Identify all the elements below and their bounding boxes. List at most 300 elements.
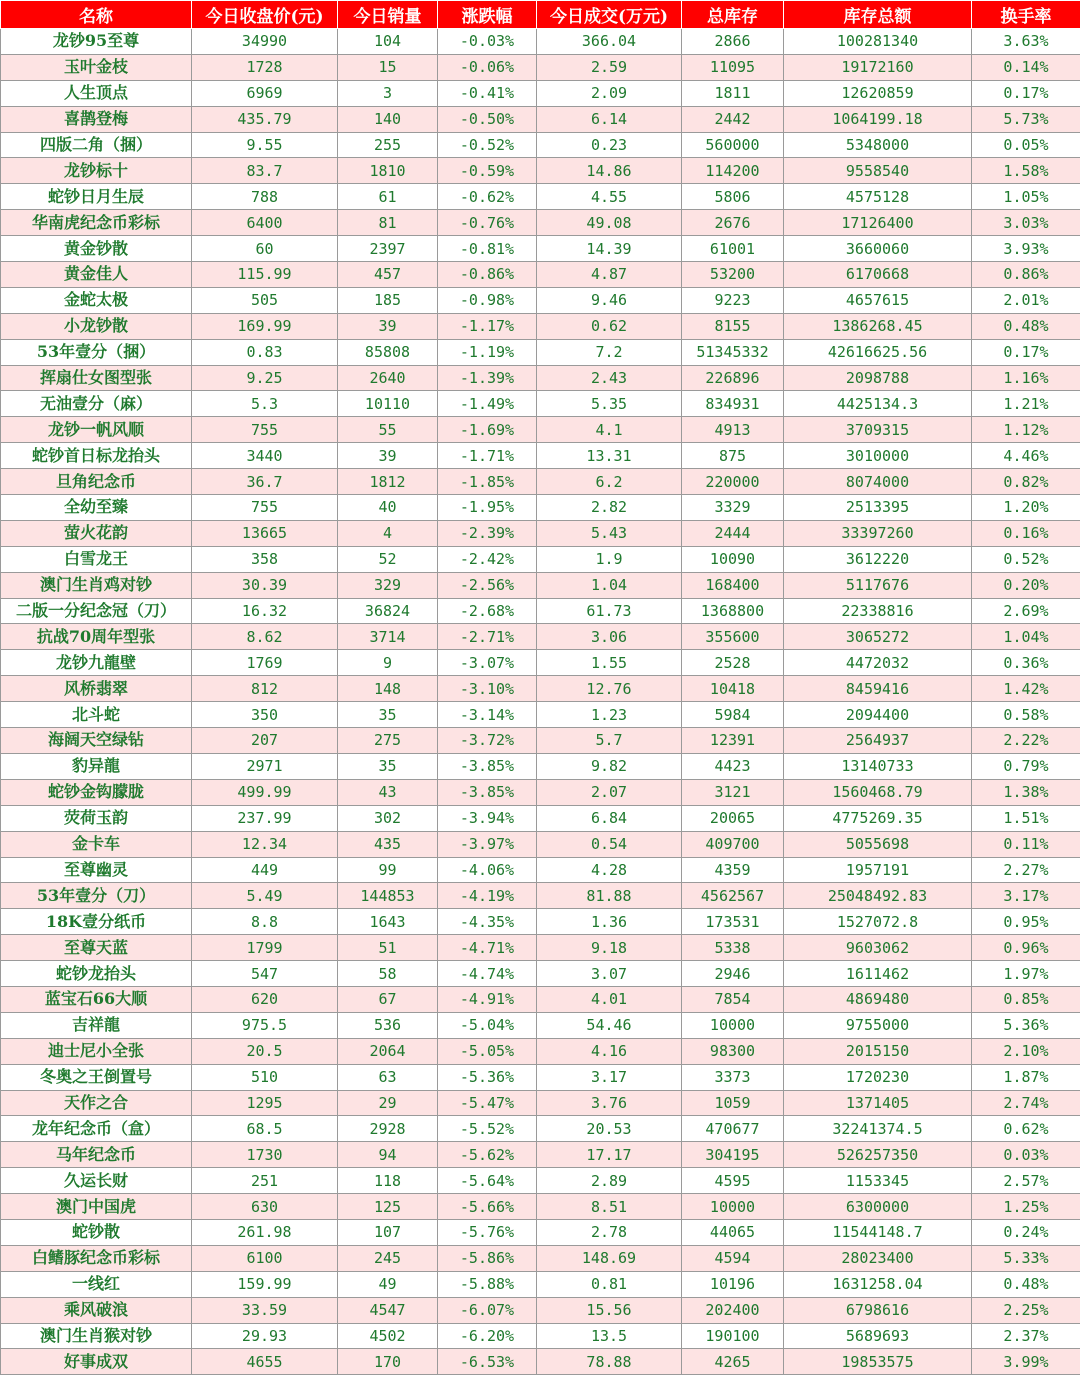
cell-total-stock: 168400 bbox=[682, 572, 784, 598]
cell-sales-volume: 39 bbox=[338, 443, 438, 469]
cell-change-pct: -5.05% bbox=[438, 1038, 537, 1064]
table-row bbox=[1, 831, 1080, 857]
cell-total-stock: 3373 bbox=[682, 1064, 784, 1090]
cell-change-pct: -4.06% bbox=[438, 857, 537, 883]
cell-close-price: 630 bbox=[192, 1194, 338, 1220]
cell-turnover-amount: 3.76 bbox=[537, 1090, 682, 1116]
cell-stock-value: 11544148.7 bbox=[784, 1219, 972, 1245]
cell-turnover-amount: 4.1 bbox=[537, 417, 682, 443]
table-row bbox=[1, 702, 1080, 728]
cell-close-price: 1769 bbox=[192, 650, 338, 676]
cell-change-pct: -3.85% bbox=[438, 753, 537, 779]
cell-turnover-rate: 0.14% bbox=[972, 54, 1080, 80]
cell-close-price: 755 bbox=[192, 417, 338, 443]
table-row bbox=[1, 1271, 1080, 1297]
cell-stock-value: 6300000 bbox=[784, 1194, 972, 1220]
cell-close-price: 115.99 bbox=[192, 262, 338, 288]
cell-item-name: 澳门生肖鸡对钞 bbox=[1, 572, 192, 598]
cell-close-price: 1295 bbox=[192, 1090, 338, 1116]
cell-change-pct: -3.14% bbox=[438, 702, 537, 728]
cell-item-name: 白鳍豚纪念币彩标 bbox=[1, 1245, 192, 1271]
cell-sales-volume: 15 bbox=[338, 54, 438, 80]
cell-total-stock: 1368800 bbox=[682, 598, 784, 624]
table-row bbox=[1, 210, 1080, 236]
cell-change-pct: -0.86% bbox=[438, 262, 537, 288]
cell-sales-volume: 36824 bbox=[338, 598, 438, 624]
cell-close-price: 6969 bbox=[192, 80, 338, 106]
cell-change-pct: -1.69% bbox=[438, 417, 537, 443]
cell-turnover-rate: 0.03% bbox=[972, 1142, 1080, 1168]
cell-change-pct: -3.85% bbox=[438, 779, 537, 805]
header-row bbox=[1, 1, 1080, 29]
cell-total-stock: 11095 bbox=[682, 54, 784, 80]
cell-close-price: 6100 bbox=[192, 1245, 338, 1271]
cell-item-name: 龙钞一帆风顺 bbox=[1, 417, 192, 443]
table-row bbox=[1, 132, 1080, 158]
table-row bbox=[1, 339, 1080, 365]
cell-turnover-rate: 3.63% bbox=[972, 29, 1080, 55]
cell-turnover-rate: 0.62% bbox=[972, 1116, 1080, 1142]
cell-change-pct: -5.04% bbox=[438, 1012, 537, 1038]
cell-close-price: 547 bbox=[192, 961, 338, 987]
cell-turnover-amount: 20.53 bbox=[537, 1116, 682, 1142]
cell-total-stock: 10196 bbox=[682, 1271, 784, 1297]
cell-total-stock: 7854 bbox=[682, 986, 784, 1012]
cell-stock-value: 4472032 bbox=[784, 650, 972, 676]
cell-change-pct: -6.20% bbox=[438, 1323, 537, 1349]
header-stock-value: 库存总额 bbox=[784, 1, 972, 29]
cell-item-name: 萤火花韵 bbox=[1, 520, 192, 546]
cell-close-price: 435.79 bbox=[192, 106, 338, 132]
cell-turnover-rate: 1.12% bbox=[972, 417, 1080, 443]
cell-item-name: 黄金钞散 bbox=[1, 236, 192, 262]
table-row bbox=[1, 1090, 1080, 1116]
cell-turnover-amount: 5.7 bbox=[537, 728, 682, 754]
cell-sales-volume: 35 bbox=[338, 753, 438, 779]
cell-turnover-rate: 1.97% bbox=[972, 961, 1080, 987]
table-row bbox=[1, 883, 1080, 909]
cell-turnover-amount: 1.9 bbox=[537, 546, 682, 572]
cell-total-stock: 51345332 bbox=[682, 339, 784, 365]
cell-total-stock: 202400 bbox=[682, 1297, 784, 1323]
cell-close-price: 499.99 bbox=[192, 779, 338, 805]
cell-item-name: 龙钞95至尊 bbox=[1, 29, 192, 55]
cell-sales-volume: 4502 bbox=[338, 1323, 438, 1349]
cell-turnover-rate: 3.03% bbox=[972, 210, 1080, 236]
cell-turnover-amount: 6.84 bbox=[537, 805, 682, 831]
cell-total-stock: 1811 bbox=[682, 80, 784, 106]
table-row bbox=[1, 313, 1080, 339]
cell-total-stock: 4359 bbox=[682, 857, 784, 883]
table-row bbox=[1, 961, 1080, 987]
cell-change-pct: -0.03% bbox=[438, 29, 537, 55]
cell-change-pct: -2.71% bbox=[438, 624, 537, 650]
cell-item-name: 好事成双 bbox=[1, 1349, 192, 1375]
cell-turnover-amount: 5.35 bbox=[537, 391, 682, 417]
cell-turnover-amount: 0.23 bbox=[537, 132, 682, 158]
cell-item-name: 冬奥之王倒置号 bbox=[1, 1064, 192, 1090]
cell-total-stock: 2444 bbox=[682, 520, 784, 546]
cell-stock-value: 1720230 bbox=[784, 1064, 972, 1090]
cell-stock-value: 4657615 bbox=[784, 287, 972, 313]
cell-item-name: 乘风破浪 bbox=[1, 1297, 192, 1323]
cell-close-price: 9.25 bbox=[192, 365, 338, 391]
cell-stock-value: 5117676 bbox=[784, 572, 972, 598]
cell-total-stock: 355600 bbox=[682, 624, 784, 650]
cell-turnover-amount: 366.04 bbox=[537, 29, 682, 55]
cell-stock-value: 2094400 bbox=[784, 702, 972, 728]
cell-turnover-rate: 0.95% bbox=[972, 909, 1080, 935]
cell-close-price: 3440 bbox=[192, 443, 338, 469]
cell-stock-value: 2564937 bbox=[784, 728, 972, 754]
cell-item-name: 澳门中国虎 bbox=[1, 1194, 192, 1220]
cell-item-name: 吉祥龍 bbox=[1, 1012, 192, 1038]
cell-item-name: 小龙钞散 bbox=[1, 313, 192, 339]
cell-item-name: 四版二角（捆） bbox=[1, 132, 192, 158]
cell-turnover-amount: 15.56 bbox=[537, 1297, 682, 1323]
cell-sales-volume: 99 bbox=[338, 857, 438, 883]
cell-change-pct: -0.50% bbox=[438, 106, 537, 132]
cell-item-name: 至尊天蓝 bbox=[1, 935, 192, 961]
table-row bbox=[1, 1012, 1080, 1038]
cell-sales-volume: 2640 bbox=[338, 365, 438, 391]
cell-close-price: 34990 bbox=[192, 29, 338, 55]
cell-stock-value: 6170668 bbox=[784, 262, 972, 288]
cell-sales-volume: 1643 bbox=[338, 909, 438, 935]
cell-sales-volume: 255 bbox=[338, 132, 438, 158]
cell-turnover-rate: 1.25% bbox=[972, 1194, 1080, 1220]
cell-change-pct: -0.62% bbox=[438, 184, 537, 210]
cell-item-name: 天作之合 bbox=[1, 1090, 192, 1116]
cell-item-name: 18K壹分纸币 bbox=[1, 909, 192, 935]
header-turnover-rate: 换手率 bbox=[972, 1, 1080, 29]
cell-turnover-rate: 0.17% bbox=[972, 339, 1080, 365]
cell-turnover-rate: 2.25% bbox=[972, 1297, 1080, 1323]
cell-turnover-rate: 2.74% bbox=[972, 1090, 1080, 1116]
cell-change-pct: -2.56% bbox=[438, 572, 537, 598]
cell-total-stock: 470677 bbox=[682, 1116, 784, 1142]
cell-total-stock: 304195 bbox=[682, 1142, 784, 1168]
cell-sales-volume: 29 bbox=[338, 1090, 438, 1116]
cell-change-pct: -0.41% bbox=[438, 80, 537, 106]
cell-change-pct: -5.76% bbox=[438, 1219, 537, 1245]
cell-close-price: 812 bbox=[192, 676, 338, 702]
cell-stock-value: 17126400 bbox=[784, 210, 972, 236]
cell-turnover-rate: 0.05% bbox=[972, 132, 1080, 158]
cell-turnover-rate: 0.17% bbox=[972, 80, 1080, 106]
cell-stock-value: 1631258.04 bbox=[784, 1271, 972, 1297]
cell-total-stock: 220000 bbox=[682, 469, 784, 495]
cell-item-name: 蛇钞龙抬头 bbox=[1, 961, 192, 987]
table-row bbox=[1, 1349, 1080, 1375]
cell-turnover-amount: 17.17 bbox=[537, 1142, 682, 1168]
cell-close-price: 33.59 bbox=[192, 1297, 338, 1323]
cell-stock-value: 3660060 bbox=[784, 236, 972, 262]
cell-turnover-amount: 81.88 bbox=[537, 883, 682, 909]
table-row bbox=[1, 805, 1080, 831]
cell-total-stock: 61001 bbox=[682, 236, 784, 262]
cell-total-stock: 10090 bbox=[682, 546, 784, 572]
table-row bbox=[1, 676, 1080, 702]
cell-stock-value: 28023400 bbox=[784, 1245, 972, 1271]
table-row bbox=[1, 1038, 1080, 1064]
cell-close-price: 5.3 bbox=[192, 391, 338, 417]
table-row bbox=[1, 1064, 1080, 1090]
cell-sales-volume: 9 bbox=[338, 650, 438, 676]
cell-stock-value: 6798616 bbox=[784, 1297, 972, 1323]
cell-close-price: 251 bbox=[192, 1168, 338, 1194]
table-row bbox=[1, 520, 1080, 546]
cell-change-pct: -6.07% bbox=[438, 1297, 537, 1323]
cell-stock-value: 19172160 bbox=[784, 54, 972, 80]
cell-item-name: 金卡车 bbox=[1, 831, 192, 857]
cell-turnover-rate: 1.42% bbox=[972, 676, 1080, 702]
cell-total-stock: 53200 bbox=[682, 262, 784, 288]
cell-turnover-rate: 1.20% bbox=[972, 495, 1080, 521]
cell-close-price: 510 bbox=[192, 1064, 338, 1090]
cell-close-price: 975.5 bbox=[192, 1012, 338, 1038]
cell-turnover-rate: 0.11% bbox=[972, 831, 1080, 857]
cell-turnover-amount: 4.87 bbox=[537, 262, 682, 288]
cell-stock-value: 2015150 bbox=[784, 1038, 972, 1064]
cell-change-pct: -3.07% bbox=[438, 650, 537, 676]
cell-item-name: 久运长财 bbox=[1, 1168, 192, 1194]
table-row bbox=[1, 857, 1080, 883]
cell-stock-value: 1560468.79 bbox=[784, 779, 972, 805]
cell-turnover-amount: 6.14 bbox=[537, 106, 682, 132]
cell-turnover-rate: 3.99% bbox=[972, 1349, 1080, 1375]
cell-turnover-rate: 0.79% bbox=[972, 753, 1080, 779]
cell-change-pct: -0.52% bbox=[438, 132, 537, 158]
table-row bbox=[1, 1323, 1080, 1349]
cell-turnover-rate: 4.46% bbox=[972, 443, 1080, 469]
cell-total-stock: 20065 bbox=[682, 805, 784, 831]
cell-turnover-rate: 2.01% bbox=[972, 287, 1080, 313]
cell-change-pct: -5.36% bbox=[438, 1064, 537, 1090]
cell-turnover-rate: 0.36% bbox=[972, 650, 1080, 676]
cell-total-stock: 834931 bbox=[682, 391, 784, 417]
cell-stock-value: 33397260 bbox=[784, 520, 972, 546]
cell-turnover-rate: 1.58% bbox=[972, 158, 1080, 184]
cell-turnover-rate: 2.57% bbox=[972, 1168, 1080, 1194]
table-row bbox=[1, 1168, 1080, 1194]
cell-stock-value: 3010000 bbox=[784, 443, 972, 469]
cell-sales-volume: 63 bbox=[338, 1064, 438, 1090]
cell-sales-volume: 275 bbox=[338, 728, 438, 754]
cell-total-stock: 4595 bbox=[682, 1168, 784, 1194]
cell-total-stock: 10000 bbox=[682, 1194, 784, 1220]
cell-close-price: 237.99 bbox=[192, 805, 338, 831]
cell-turnover-amount: 5.43 bbox=[537, 520, 682, 546]
cell-turnover-amount: 2.59 bbox=[537, 54, 682, 80]
cell-stock-value: 5055698 bbox=[784, 831, 972, 857]
cell-turnover-rate: 3.17% bbox=[972, 883, 1080, 909]
table-row bbox=[1, 365, 1080, 391]
cell-turnover-rate: 1.38% bbox=[972, 779, 1080, 805]
cell-sales-volume: 10110 bbox=[338, 391, 438, 417]
table-row bbox=[1, 495, 1080, 521]
cell-stock-value: 526257350 bbox=[784, 1142, 972, 1168]
cell-turnover-rate: 0.58% bbox=[972, 702, 1080, 728]
cell-close-price: 0.83 bbox=[192, 339, 338, 365]
cell-sales-volume: 435 bbox=[338, 831, 438, 857]
cell-turnover-amount: 2.09 bbox=[537, 80, 682, 106]
cell-turnover-rate: 0.85% bbox=[972, 986, 1080, 1012]
cell-turnover-rate: 1.87% bbox=[972, 1064, 1080, 1090]
cell-item-name: 荧荷玉韵 bbox=[1, 805, 192, 831]
cell-item-name: 蛇钞首日标龙抬头 bbox=[1, 443, 192, 469]
cell-close-price: 60 bbox=[192, 236, 338, 262]
cell-change-pct: -6.53% bbox=[438, 1349, 537, 1375]
cell-stock-value: 1064199.18 bbox=[784, 106, 972, 132]
table-row bbox=[1, 728, 1080, 754]
table-row bbox=[1, 624, 1080, 650]
cell-sales-volume: 4547 bbox=[338, 1297, 438, 1323]
cell-total-stock: 3121 bbox=[682, 779, 784, 805]
cell-turnover-amount: 3.06 bbox=[537, 624, 682, 650]
cell-stock-value: 4575128 bbox=[784, 184, 972, 210]
cell-turnover-rate: 2.37% bbox=[972, 1323, 1080, 1349]
header-change-pct: 涨跌幅 bbox=[438, 1, 537, 29]
table-row bbox=[1, 54, 1080, 80]
cell-sales-volume: 4 bbox=[338, 520, 438, 546]
cell-sales-volume: 107 bbox=[338, 1219, 438, 1245]
cell-turnover-amount: 2.78 bbox=[537, 1219, 682, 1245]
cell-close-price: 29.93 bbox=[192, 1323, 338, 1349]
cell-turnover-amount: 4.28 bbox=[537, 857, 682, 883]
cell-close-price: 5.49 bbox=[192, 883, 338, 909]
cell-item-name: 一线红 bbox=[1, 1271, 192, 1297]
cell-turnover-rate: 0.48% bbox=[972, 1271, 1080, 1297]
cell-item-name: 龙钞九龍壁 bbox=[1, 650, 192, 676]
cell-sales-volume: 1810 bbox=[338, 158, 438, 184]
cell-turnover-amount: 61.73 bbox=[537, 598, 682, 624]
cell-change-pct: -1.85% bbox=[438, 469, 537, 495]
table-row bbox=[1, 1116, 1080, 1142]
cell-sales-volume: 58 bbox=[338, 961, 438, 987]
cell-change-pct: -4.91% bbox=[438, 986, 537, 1012]
cell-close-price: 1799 bbox=[192, 935, 338, 961]
cell-change-pct: -4.71% bbox=[438, 935, 537, 961]
cell-turnover-rate: 1.04% bbox=[972, 624, 1080, 650]
cell-item-name: 龙年纪念币（盒） bbox=[1, 1116, 192, 1142]
cell-change-pct: -5.88% bbox=[438, 1271, 537, 1297]
table-row bbox=[1, 1297, 1080, 1323]
cell-total-stock: 5806 bbox=[682, 184, 784, 210]
cell-close-price: 159.99 bbox=[192, 1271, 338, 1297]
cell-turnover-amount: 13.5 bbox=[537, 1323, 682, 1349]
cell-item-name: 华南虎纪念币彩标 bbox=[1, 210, 192, 236]
cell-change-pct: -1.95% bbox=[438, 495, 537, 521]
cell-close-price: 16.32 bbox=[192, 598, 338, 624]
cell-item-name: 风桥翡翠 bbox=[1, 676, 192, 702]
cell-turnover-amount: 2.89 bbox=[537, 1168, 682, 1194]
cell-close-price: 620 bbox=[192, 986, 338, 1012]
cell-item-name: 蓝宝石66大顺 bbox=[1, 986, 192, 1012]
cell-close-price: 1730 bbox=[192, 1142, 338, 1168]
cell-sales-volume: 125 bbox=[338, 1194, 438, 1220]
cell-close-price: 755 bbox=[192, 495, 338, 521]
cell-item-name: 蛇钞日月生辰 bbox=[1, 184, 192, 210]
cell-turnover-amount: 1.55 bbox=[537, 650, 682, 676]
cell-close-price: 13665 bbox=[192, 520, 338, 546]
cell-item-name: 53年壹分（捆） bbox=[1, 339, 192, 365]
cell-change-pct: -1.71% bbox=[438, 443, 537, 469]
cell-sales-volume: 39 bbox=[338, 313, 438, 339]
cell-total-stock: 5984 bbox=[682, 702, 784, 728]
cell-close-price: 8.62 bbox=[192, 624, 338, 650]
cell-change-pct: -1.17% bbox=[438, 313, 537, 339]
cell-turnover-rate: 0.20% bbox=[972, 572, 1080, 598]
table-row bbox=[1, 546, 1080, 572]
cell-total-stock: 4913 bbox=[682, 417, 784, 443]
table-row bbox=[1, 572, 1080, 598]
cell-stock-value: 4869480 bbox=[784, 986, 972, 1012]
cell-sales-volume: 81 bbox=[338, 210, 438, 236]
cell-total-stock: 2676 bbox=[682, 210, 784, 236]
cell-total-stock: 4594 bbox=[682, 1245, 784, 1271]
cell-change-pct: -3.10% bbox=[438, 676, 537, 702]
cell-change-pct: -4.74% bbox=[438, 961, 537, 987]
cell-total-stock: 114200 bbox=[682, 158, 784, 184]
cell-stock-value: 2513395 bbox=[784, 495, 972, 521]
cell-sales-volume: 170 bbox=[338, 1349, 438, 1375]
cell-turnover-amount: 6.2 bbox=[537, 469, 682, 495]
cell-total-stock: 2946 bbox=[682, 961, 784, 987]
cell-item-name: 至尊幽灵 bbox=[1, 857, 192, 883]
cell-total-stock: 12391 bbox=[682, 728, 784, 754]
cell-change-pct: -1.19% bbox=[438, 339, 537, 365]
cell-turnover-amount: 54.46 bbox=[537, 1012, 682, 1038]
cell-close-price: 6400 bbox=[192, 210, 338, 236]
header-turnover-amount: 今日成交(万元) bbox=[537, 1, 682, 29]
cell-change-pct: -2.39% bbox=[438, 520, 537, 546]
cell-change-pct: -0.59% bbox=[438, 158, 537, 184]
cell-change-pct: -5.52% bbox=[438, 1116, 537, 1142]
cell-sales-volume: 536 bbox=[338, 1012, 438, 1038]
header-close-price: 今日收盘价(元) bbox=[192, 1, 338, 29]
cell-total-stock: 98300 bbox=[682, 1038, 784, 1064]
cell-change-pct: -1.49% bbox=[438, 391, 537, 417]
cell-change-pct: -4.19% bbox=[438, 883, 537, 909]
cell-turnover-rate: 2.27% bbox=[972, 857, 1080, 883]
cell-item-name: 北斗蛇 bbox=[1, 702, 192, 728]
cell-item-name: 马年纪念币 bbox=[1, 1142, 192, 1168]
cell-close-price: 83.7 bbox=[192, 158, 338, 184]
cell-turnover-amount: 2.82 bbox=[537, 495, 682, 521]
table-row bbox=[1, 417, 1080, 443]
cell-stock-value: 13140733 bbox=[784, 753, 972, 779]
cell-turnover-rate: 0.86% bbox=[972, 262, 1080, 288]
table-row bbox=[1, 753, 1080, 779]
cell-total-stock: 10000 bbox=[682, 1012, 784, 1038]
cell-close-price: 4655 bbox=[192, 1349, 338, 1375]
table-row bbox=[1, 158, 1080, 184]
cell-item-name: 玉叶金枝 bbox=[1, 54, 192, 80]
cell-turnover-amount: 12.76 bbox=[537, 676, 682, 702]
cell-turnover-amount: 9.82 bbox=[537, 753, 682, 779]
cell-stock-value: 1153345 bbox=[784, 1168, 972, 1194]
cell-item-name: 二版一分纪念冠（刀） bbox=[1, 598, 192, 624]
cell-close-price: 1728 bbox=[192, 54, 338, 80]
cell-sales-volume: 52 bbox=[338, 546, 438, 572]
cell-close-price: 207 bbox=[192, 728, 338, 754]
cell-change-pct: -5.64% bbox=[438, 1168, 537, 1194]
cell-stock-value: 1386268.45 bbox=[784, 313, 972, 339]
cell-turnover-amount: 14.39 bbox=[537, 236, 682, 262]
table-row bbox=[1, 391, 1080, 417]
cell-turnover-rate: 1.51% bbox=[972, 805, 1080, 831]
